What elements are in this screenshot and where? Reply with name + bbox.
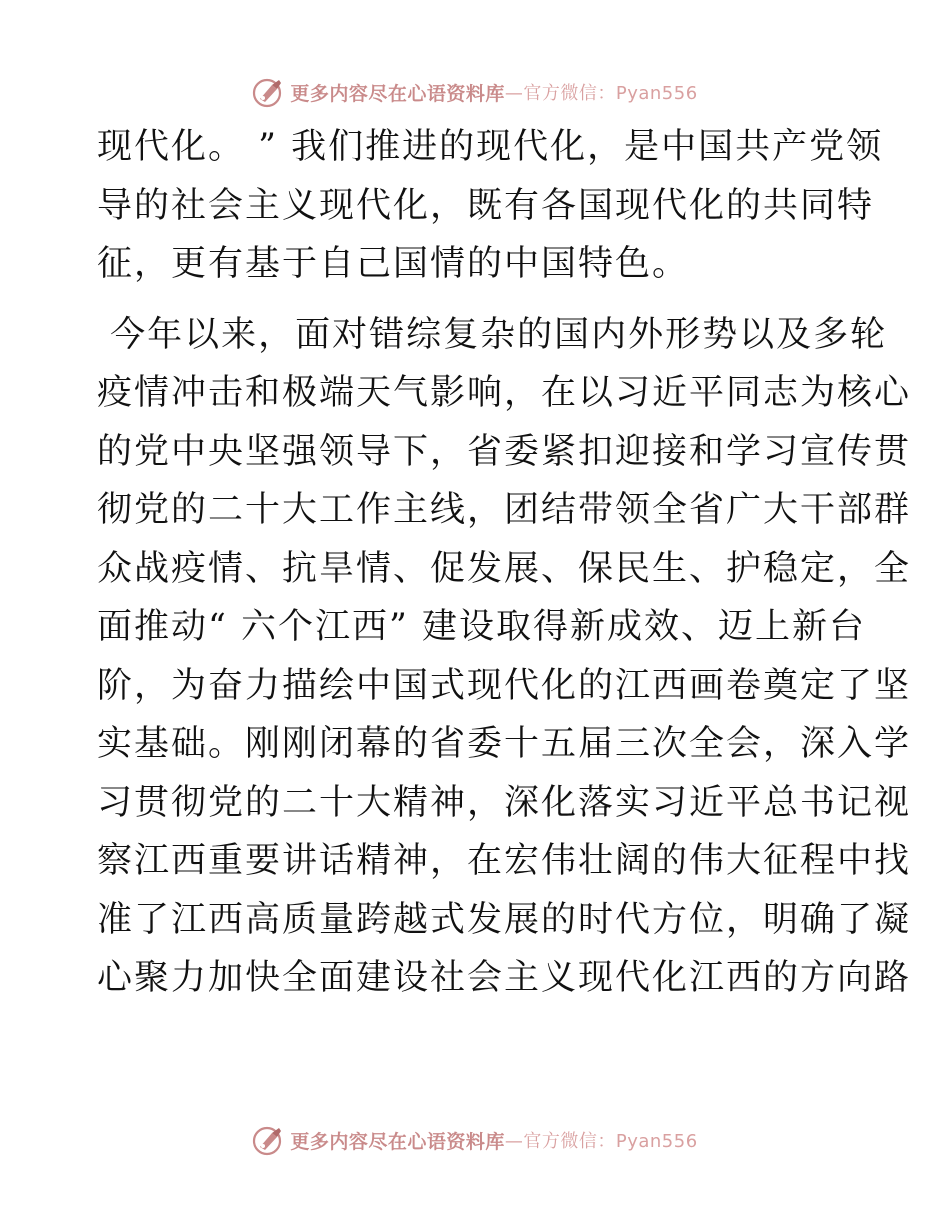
text-line: 现代化。 ” 我们推进的现代化，是中国共产党领 (97, 127, 884, 167)
text-line: 众战疫情、抗旱情、促发展、保民生、护稳定，全 (97, 548, 912, 589)
text-line: 征，更有基于自己国情的中国特色。 (97, 244, 690, 284)
text-line: 实基础。刚刚闭幕的省委十五届三次全会，深入学 (97, 724, 912, 764)
watermark-suffix-text: —官方微信：Pyan556 (504, 1131, 698, 1152)
text-line: 疫情冲击和极端天气影响，在以习近平同志为核心 (97, 373, 912, 413)
text-line: 面推动“ 六个江西” 建设取得新成效、迈上新台 (97, 607, 867, 647)
pen-nib-logo-icon (252, 1123, 286, 1157)
footer-watermark (0, 1120, 950, 1160)
text-line: 阶，为奋力描绘中国式现代化的江西画卷奠定了坚 (97, 665, 912, 706)
paragraph-gap (97, 294, 857, 306)
text-line: 的党中央坚强领导下，省委紧扣迎接和学习宣传贯 (97, 431, 912, 472)
paragraph (97, 118, 884, 294)
text-line: 彻党的二十大工作主线，团结带领全省广大干部群 (97, 490, 912, 530)
watermark-main-text: 更多内容尽在心语资料库 (290, 1130, 505, 1153)
text-line: 准了江西高质量跨越式发展的时代方位，明确了凝 (97, 899, 912, 940)
text-line: 习贯彻党的二十大精神，深化落实习近平总书记视 (97, 782, 912, 823)
text-line: 今年以来，面对错综复杂的国内外形势以及多轮 (97, 314, 888, 355)
paragraph (97, 306, 912, 1008)
pen-nib-logo-icon (252, 75, 286, 109)
watermark-suffix-text: —官方微信：Pyan556 (504, 83, 698, 104)
text-line: 察江西重要讲话精神，在宏伟壮阔的伟大征程中找 (97, 841, 912, 881)
document-body (97, 118, 912, 1008)
header-watermark (0, 72, 950, 112)
text-line: 心聚力加快全面建设社会主义现代化江西的方向路 (97, 958, 912, 998)
text-line: 导的社会主义现代化，既有各国现代化的共同特 (97, 185, 875, 226)
watermark-main-text: 更多内容尽在心语资料库 (290, 82, 505, 105)
